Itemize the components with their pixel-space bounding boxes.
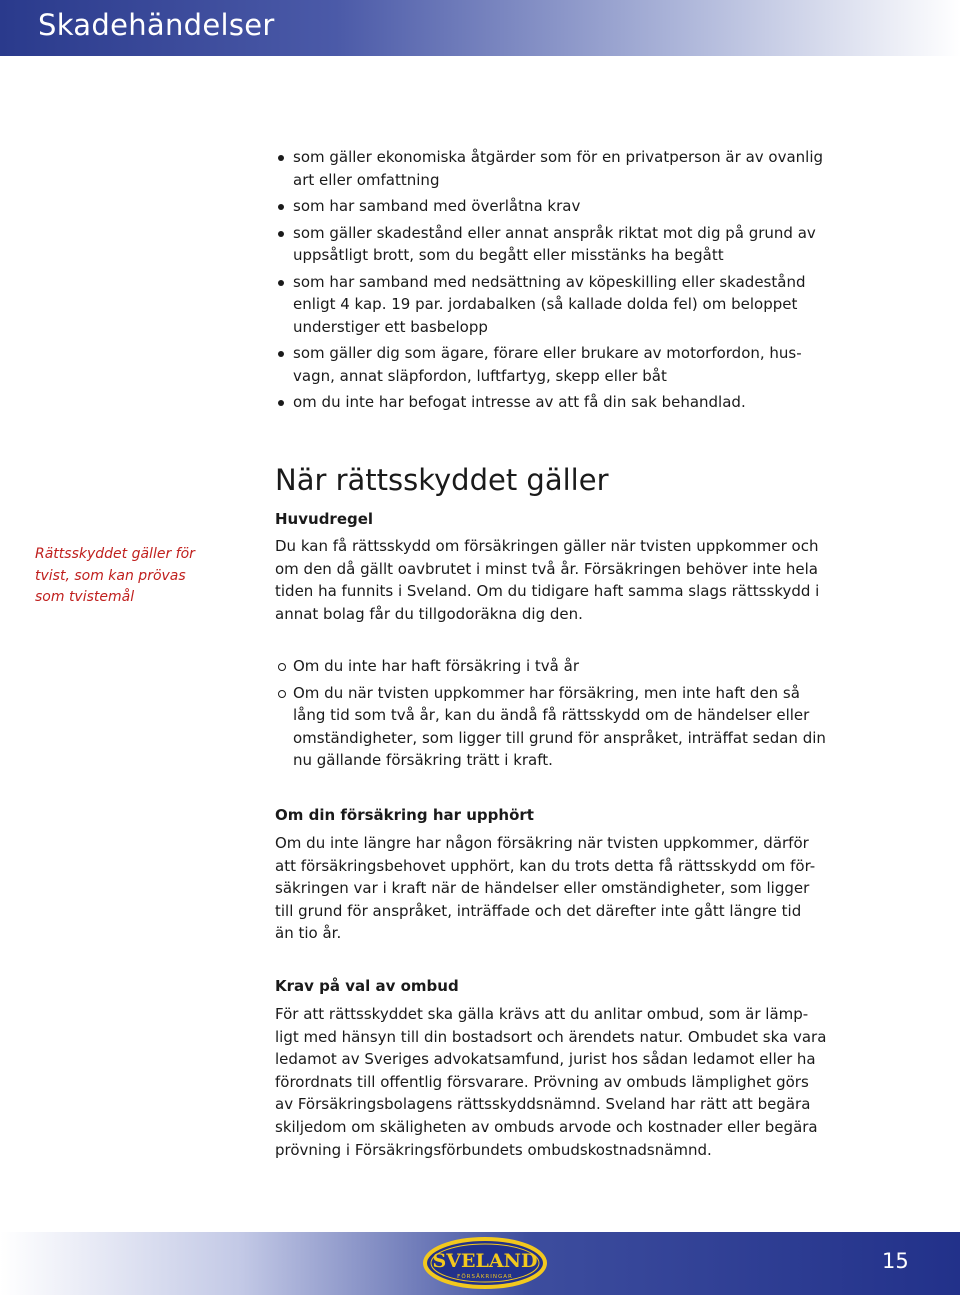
logo-text: SVELAND bbox=[432, 1250, 538, 1272]
list-item bbox=[276, 391, 876, 414]
list-item bbox=[276, 271, 876, 339]
upphort-paragraph bbox=[275, 832, 875, 945]
ombud-heading: Krav på val av ombud bbox=[275, 977, 459, 995]
margin-note-line: Rättsskyddet gäller för bbox=[35, 546, 195, 562]
bullet-icon bbox=[278, 663, 286, 671]
paragraph-line: tiden ha funnits i Sveland. Om du tidigare haft samma slags rättsskydd i bbox=[275, 582, 820, 601]
paragraph-line: prövning i Försäkringsförbundets ombudskostnadsnämnd. bbox=[275, 1140, 712, 1159]
list-item bbox=[276, 655, 876, 678]
bullet-icon bbox=[278, 155, 284, 161]
margin-note bbox=[35, 544, 215, 609]
list-item-text: nu gällande försäkring trätt i kraft. bbox=[293, 751, 553, 769]
paragraph-line: förordnats till offentlig försvarare. Prövning av ombuds lämplighet görs bbox=[275, 1072, 809, 1091]
paragraph-line: än tio år. bbox=[275, 924, 342, 943]
list-item bbox=[276, 146, 876, 191]
list-item bbox=[276, 682, 876, 772]
paragraph-line: skiljedom om skäligheten av ombuds arvode och kostnader eller begära bbox=[275, 1117, 818, 1136]
margin-note-line: tvist, som kan prövas bbox=[35, 567, 186, 584]
list-item bbox=[276, 222, 876, 267]
paragraph-line: till grund för anspråket, inträffade och det därefter inte gått längre tid bbox=[275, 901, 802, 920]
list-item bbox=[276, 195, 876, 218]
huvudregel-paragraph bbox=[275, 535, 875, 625]
paragraph-line: För att rättsskyddet ska gälla krävs att du anlitar ombud, som är lämp- bbox=[275, 1005, 809, 1023]
ombud-paragraph bbox=[275, 1003, 875, 1161]
sveland-logo bbox=[420, 1235, 550, 1295]
list-item-text: Om du när tvisten uppkommer har försäkring, men inte haft den så bbox=[293, 683, 800, 702]
list-item-text: understiger ett basbelopp bbox=[293, 317, 488, 336]
bullet-icon bbox=[278, 690, 286, 698]
list-item-text: Om du inte har haft försäkring i två år bbox=[293, 657, 579, 675]
logo-subtext: FÖRSÄKRINGAR bbox=[457, 1274, 513, 1280]
paragraph-line: annat bolag får du tillgodoräkna dig den. bbox=[275, 604, 583, 623]
list-item-text: vagn, annat släpfordon, luftfartyg, skepp eller båt bbox=[293, 366, 667, 385]
bullet-icon bbox=[278, 351, 284, 357]
list-item-text: som gäller dig som ägare, förare eller brukare av motorfordon, hus- bbox=[293, 344, 802, 362]
paragraph-line: Om du inte längre har någon försäkring när tvisten uppkommer, därför bbox=[275, 834, 809, 852]
list-item-text: art eller omfattning bbox=[293, 170, 440, 189]
bullet-icon bbox=[278, 400, 284, 406]
mid-bullet-list bbox=[276, 655, 876, 776]
list-item-text: enligt 4 kap. 19 par. jordabalken (så kallade dolda fel) om beloppet bbox=[293, 295, 798, 313]
page-number: 15 bbox=[882, 1249, 909, 1273]
paragraph-line: att försäkringsbehovet upphört, kan du trots detta få rättsskydd om för- bbox=[275, 856, 816, 875]
bullet-icon bbox=[278, 231, 284, 237]
paragraph-line: av Försäkringsbolagens rättsskyddsnämnd. Sveland har rätt att begära bbox=[275, 1095, 811, 1114]
list-item bbox=[276, 342, 876, 387]
margin-note-line: som tvistemål bbox=[35, 589, 135, 605]
huvudregel-heading: Huvudregel bbox=[275, 510, 374, 528]
list-item-text: som har samband med överlåtna krav bbox=[293, 197, 581, 215]
logo-mark bbox=[420, 1235, 550, 1295]
bullet-icon bbox=[278, 280, 284, 286]
upphort-heading: Om din försäkring har upphört bbox=[275, 806, 534, 824]
bullet-icon bbox=[278, 204, 284, 210]
list-item-text: lång tid som två år, kan du ändå få rättsskydd om de händelser eller bbox=[293, 706, 810, 724]
list-item-text: som har samband med nedsättning av köpeskilling eller skadestånd bbox=[293, 272, 806, 291]
paragraph-line: ledamot av Sveriges advokatsamfund, jurist hos sådan ledamot eller ha bbox=[275, 1050, 816, 1069]
paragraph-line: ligt med hänsyn till din bostadsort och ärendets natur. Ombudet ska vara bbox=[275, 1027, 827, 1046]
list-item-text: uppsåtligt brott, som du begått eller misstänks ha begått bbox=[293, 246, 724, 264]
paragraph-line: om den då gällt oavbrutet i minst två år. Försäkringen behöver inte hela bbox=[275, 559, 819, 578]
paragraph-line: Du kan få rättsskydd om försäkringen gäller när tvisten uppkommer och bbox=[275, 537, 819, 555]
top-bullet-list bbox=[276, 146, 876, 418]
list-item-text: om du inte har befogat intresse av att få din sak behandlad. bbox=[293, 393, 746, 411]
list-item-text: som gäller skadestånd eller annat anspråk riktat mot dig på grund av bbox=[293, 223, 816, 242]
paragraph-line: säkringen var i kraft när de händelser eller omständigheter, som ligger bbox=[275, 879, 810, 898]
list-item-text: omständigheter, som ligger till grund för anspråket, inträffat sedan din bbox=[293, 728, 826, 747]
section-heading: När rättsskyddet gäller bbox=[275, 463, 609, 497]
list-item-text: som gäller ekonomiska åtgärder som för en privatperson är av ovanlig bbox=[293, 148, 824, 166]
page-title: Skadehändelser bbox=[38, 8, 275, 42]
page-header-band bbox=[0, 0, 960, 56]
